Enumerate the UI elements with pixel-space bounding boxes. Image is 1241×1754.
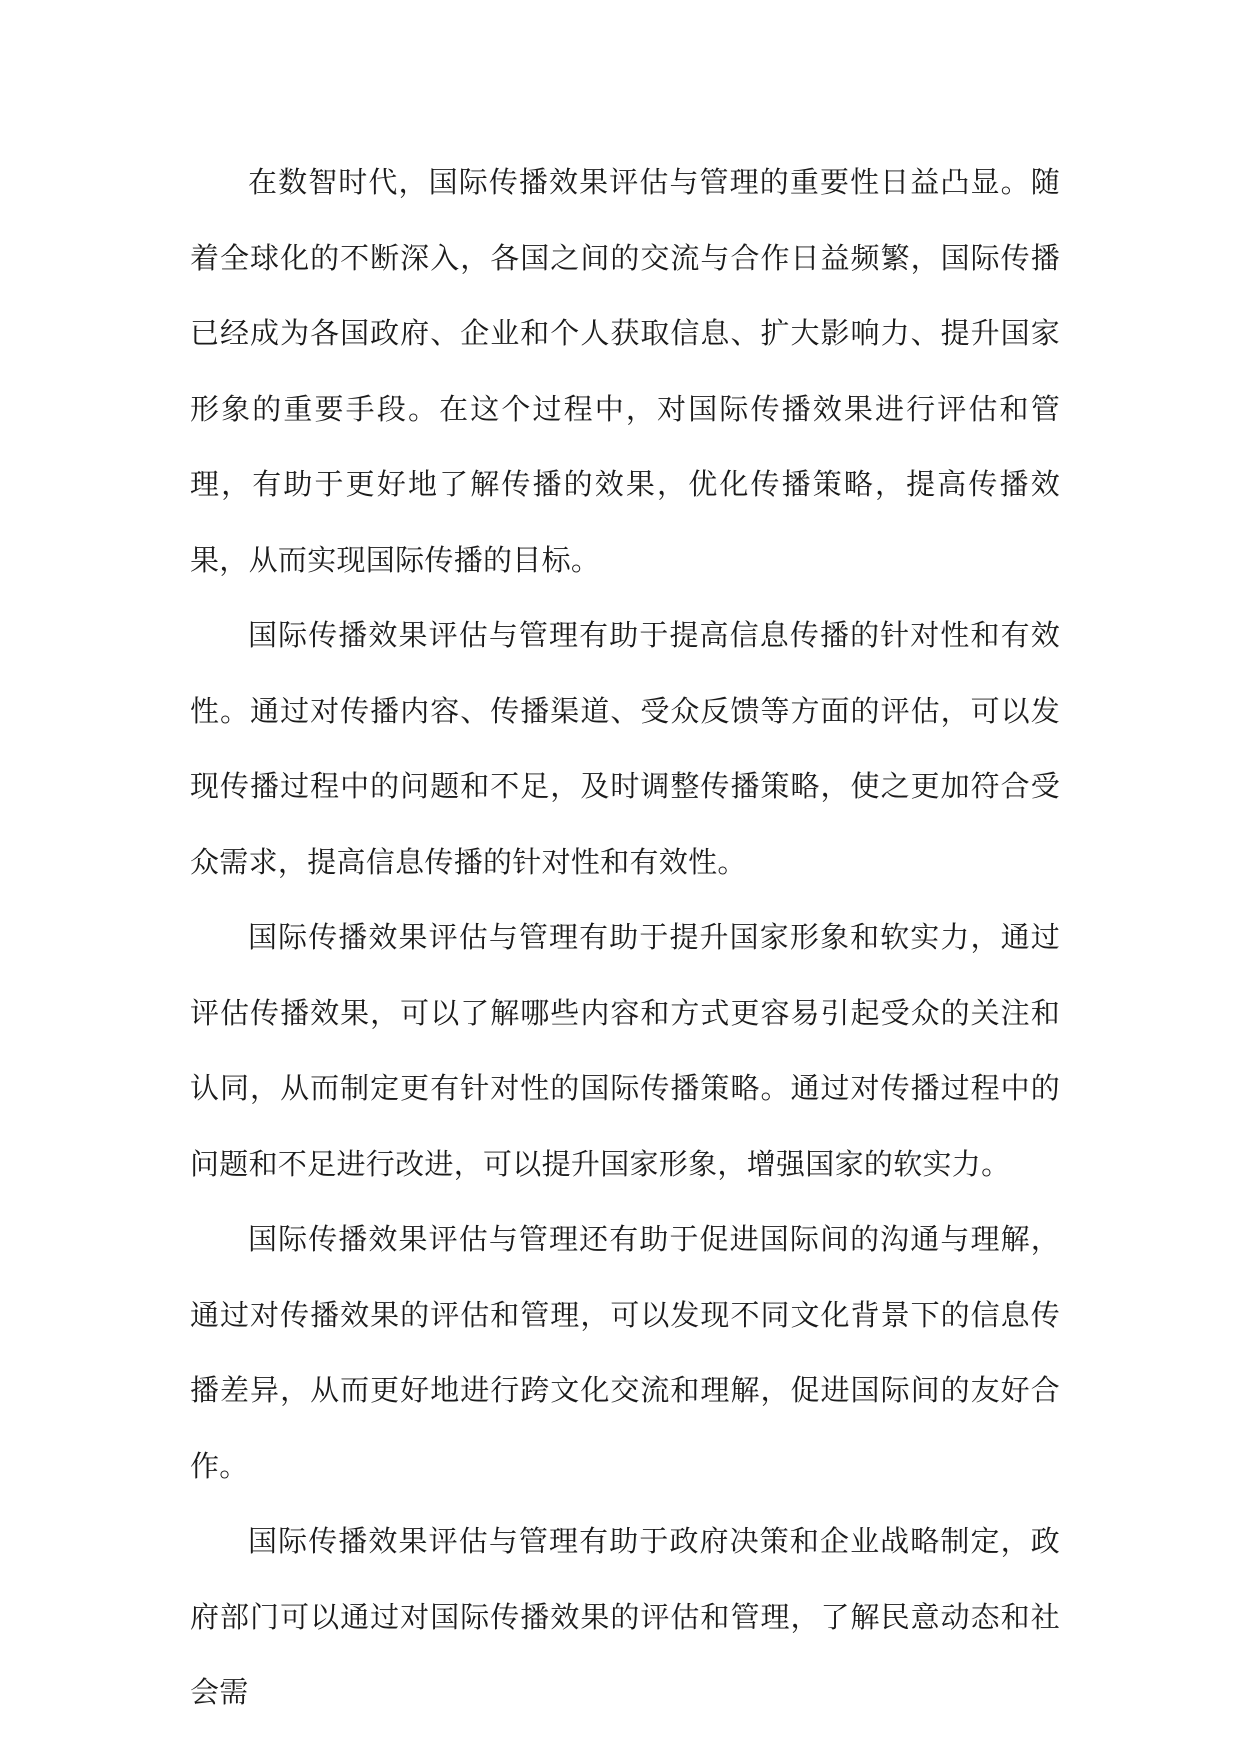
paragraph-5: 国际传播效果评估与管理有助于政府决策和企业战略制定，政府部门可以通过对国际传播效果的评估和管理，了解民意动态和社会需 xyxy=(190,1524,1060,1709)
paragraph-1: 在数智时代，国际传播效果评估与管理的重要性日益凸显。随着全球化的不断深入，各国之间的交流与合作日益频繁，国际传播已经成为各国政府、企业和个人获取信息、扩大影响力、提升国家形象的重要手段。在这个过程中，对国际传播效果进行评估和管理，有助于更好地了解传播的效果，优化传播策略，提高传播效果，从而实现国际传播的目标。 xyxy=(190,165,1060,577)
paragraph-2: 国际传播效果评估与管理有助于提高信息传播的针对性和有效性。通过对传播内容、传播渠道、受众反馈等方面的评估，可以发现传播过程中的问题和不足，及时调整传播策略，使之更加符合受众需求，提高信息传播的针对性和有效性。 xyxy=(190,618,1060,879)
paragraph-4: 国际传播效果评估与管理还有助于促进国际间的沟通与理解，通过对传播效果的评估和管理，可以发现不同文化背景下的信息传播差异，从而更好地进行跨文化交流和理解，促进国际间的友好合作。 xyxy=(190,1222,1060,1483)
document-body xyxy=(190,145,1060,1731)
paragraph-3: 国际传播效果评估与管理有助于提升国家形象和软实力，通过评估传播效果，可以了解哪些内容和方式更容易引起受众的关注和认同，从而制定更有针对性的国际传播策略。通过对传播过程中的问题和不足进行改进，可以提升国家形象，增强国家的软实力。 xyxy=(190,920,1060,1181)
